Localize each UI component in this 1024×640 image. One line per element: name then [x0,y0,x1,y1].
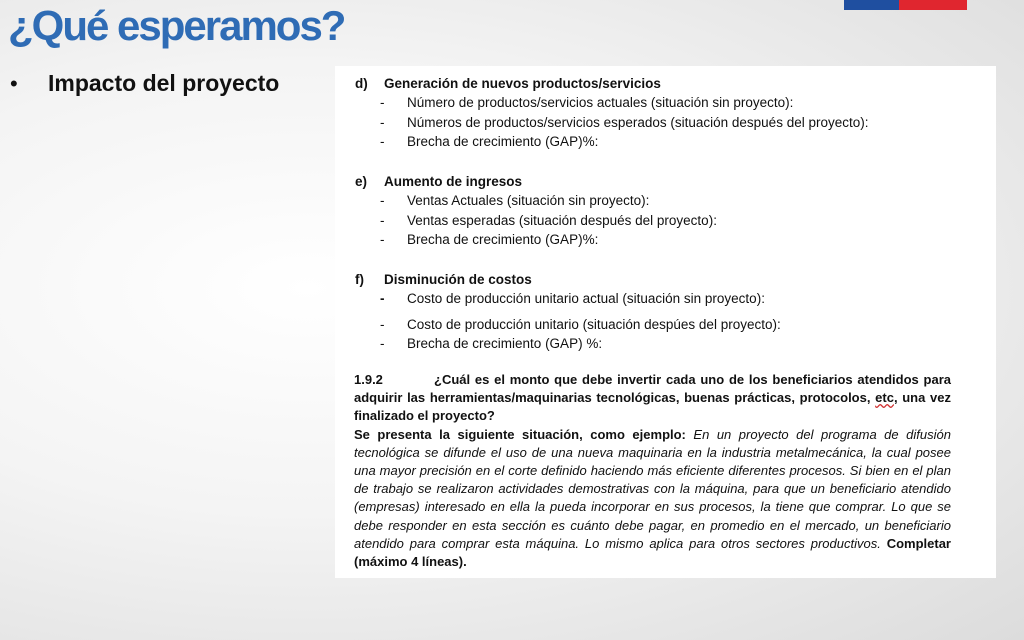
flag-red-band [899,0,967,10]
example-body: En un proyecto del programa de difusión tecnológica se difunde el uso de una nueva maquinaria en la industria metalmecánica, la cual posee una mayor precisión en el corte definido haciendo más eficiente diferentes procesos. Si bien en el plan de trabajo se realizaron actividades demostrativas con la máquina, para que un beneficiario atendido (empresas) interesado en ella la pueda incorporar en sus procesos, la tiene que comprar. Lo que se debe responder en esta sección es cuánto debe pagar, en promedio en el mercado, un beneficiario atendido para comprar esta máquina. Lo mismo aplica para otros sectores productivos. [354,426,951,551]
list-item: - Ventas esperadas (situación después del proyecto): [380,212,717,228]
bullet-dot: • [10,70,18,96]
section-letter: d) [355,76,368,91]
section-d [355,74,976,152]
list-item: - Costo de producción unitario (situación despúes del proyecto): [380,316,781,332]
chile-flag-stripe [844,0,967,10]
spellcheck-word: etc [875,390,894,406]
list-item: - Números de productos/servicios esperados (situación después del proyecto): [380,114,869,130]
bullet-text: Impacto del proyecto [48,70,280,96]
section-title: Disminución de costos [384,272,532,287]
question-title: ¿Cuál es el monto que debe invertir cada uno de los beneficiarios atendidos para adquirir las herramientas/maquinarias tecnológicas, buenas prácticas, protocolos, etc, una vez finalizado el proyecto? [354,372,951,424]
section-title: Aumento de ingresos [384,174,523,189]
flag-blue-band [844,0,899,10]
list-item: - Ventas Actuales (situación sin proyecto): [380,193,650,208]
section-e [355,172,976,250]
completion-note: Completar (máximo 4 líneas). [354,535,951,570]
question-number: 1.9.2 [354,372,383,387]
example-lead: Se presenta la siguiente situación, como ejemplo: [354,426,686,442]
section-title: Generación de nuevos productos/servicios [384,76,661,91]
section-heading [355,270,976,289]
bullet-item [10,70,279,97]
list-item: - Costo de producción unitario actual (situación sin proyecto): [380,291,765,306]
slide-title: ¿Qué esperamos? [8,2,345,49]
section-letter: e) [355,174,368,189]
list-item: - Brecha de crecimiento (GAP)%: [380,232,599,247]
list-item: - Brecha de crecimiento (GAP) %: [380,336,603,351]
list-item: - Número de productos/servicios actuales (situación sin proyecto): [380,95,794,110]
section-heading [355,172,976,191]
question-block [354,371,951,571]
section-letter: f) [355,272,364,287]
section-heading [355,74,976,93]
list-item: - Brecha de crecimiento (GAP)%: [380,134,599,149]
section-f [355,270,976,354]
document-excerpt [335,66,996,578]
